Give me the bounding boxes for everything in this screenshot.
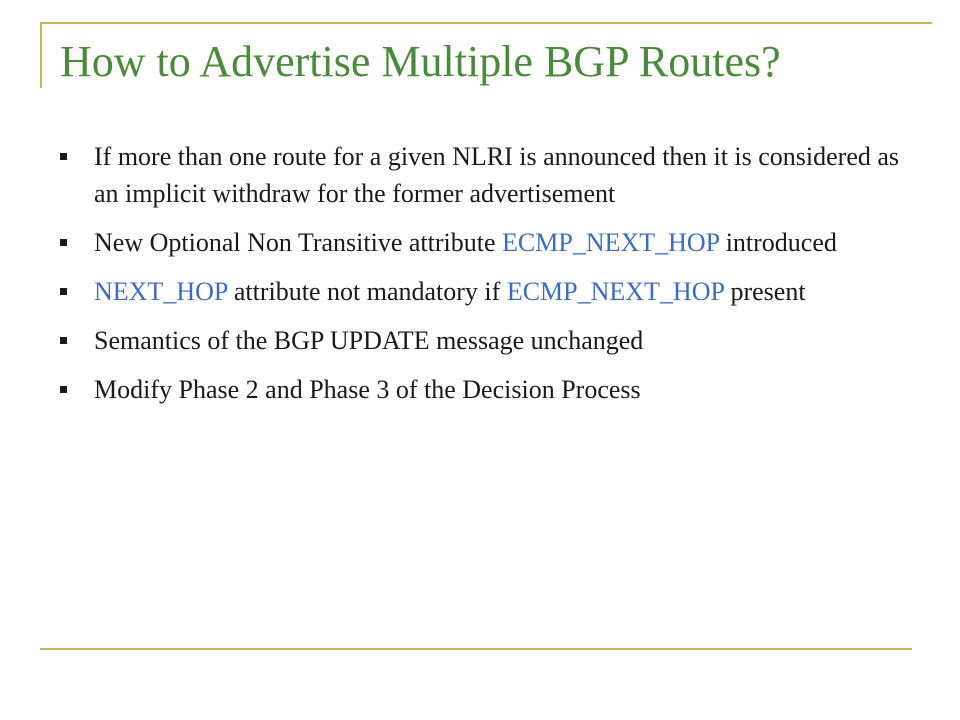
bullet-text [94, 277, 806, 306]
attribute-name: NEXT_HOP [94, 277, 228, 306]
attribute-name: ECMP_NEXT_HOP [506, 277, 724, 306]
square-bullet-icon [60, 337, 67, 344]
bullet-text [94, 228, 837, 257]
text-segment: introduced [719, 228, 837, 257]
text-segment: attribute not mandatory if [227, 277, 507, 306]
bullet-text [94, 326, 643, 355]
bullet-text [94, 375, 641, 404]
square-bullet-icon [60, 239, 67, 246]
bullet-list [60, 138, 910, 420]
bullet-item [60, 371, 910, 408]
text-segment: Semantics of the BGP UPDATE message unchanged [94, 326, 644, 355]
text-segment: present [723, 277, 806, 306]
bullet-text [94, 142, 899, 208]
square-bullet-icon [60, 153, 67, 160]
attribute-name: ECMP_NEXT_HOP [502, 228, 720, 257]
top-rule [40, 22, 932, 24]
bullet-item [60, 322, 910, 359]
left-rule [40, 22, 42, 88]
text-segment: If more than one route for a given NLRI is announced then it is considered as an implicit withdraw for the former advertisement [94, 142, 900, 208]
text-segment: New Optional Non Transitive attribute [94, 228, 503, 257]
square-bullet-icon [60, 386, 67, 393]
square-bullet-icon [60, 288, 67, 295]
text-segment: Modify Phase 2 and Phase 3 of the Decision Process [94, 375, 641, 404]
bullet-item [60, 138, 910, 212]
bullet-item [60, 273, 910, 310]
bullet-item [60, 224, 910, 261]
slide-title: How to Advertise Multiple BGP Routes? [60, 37, 781, 86]
bottom-rule [40, 648, 912, 650]
